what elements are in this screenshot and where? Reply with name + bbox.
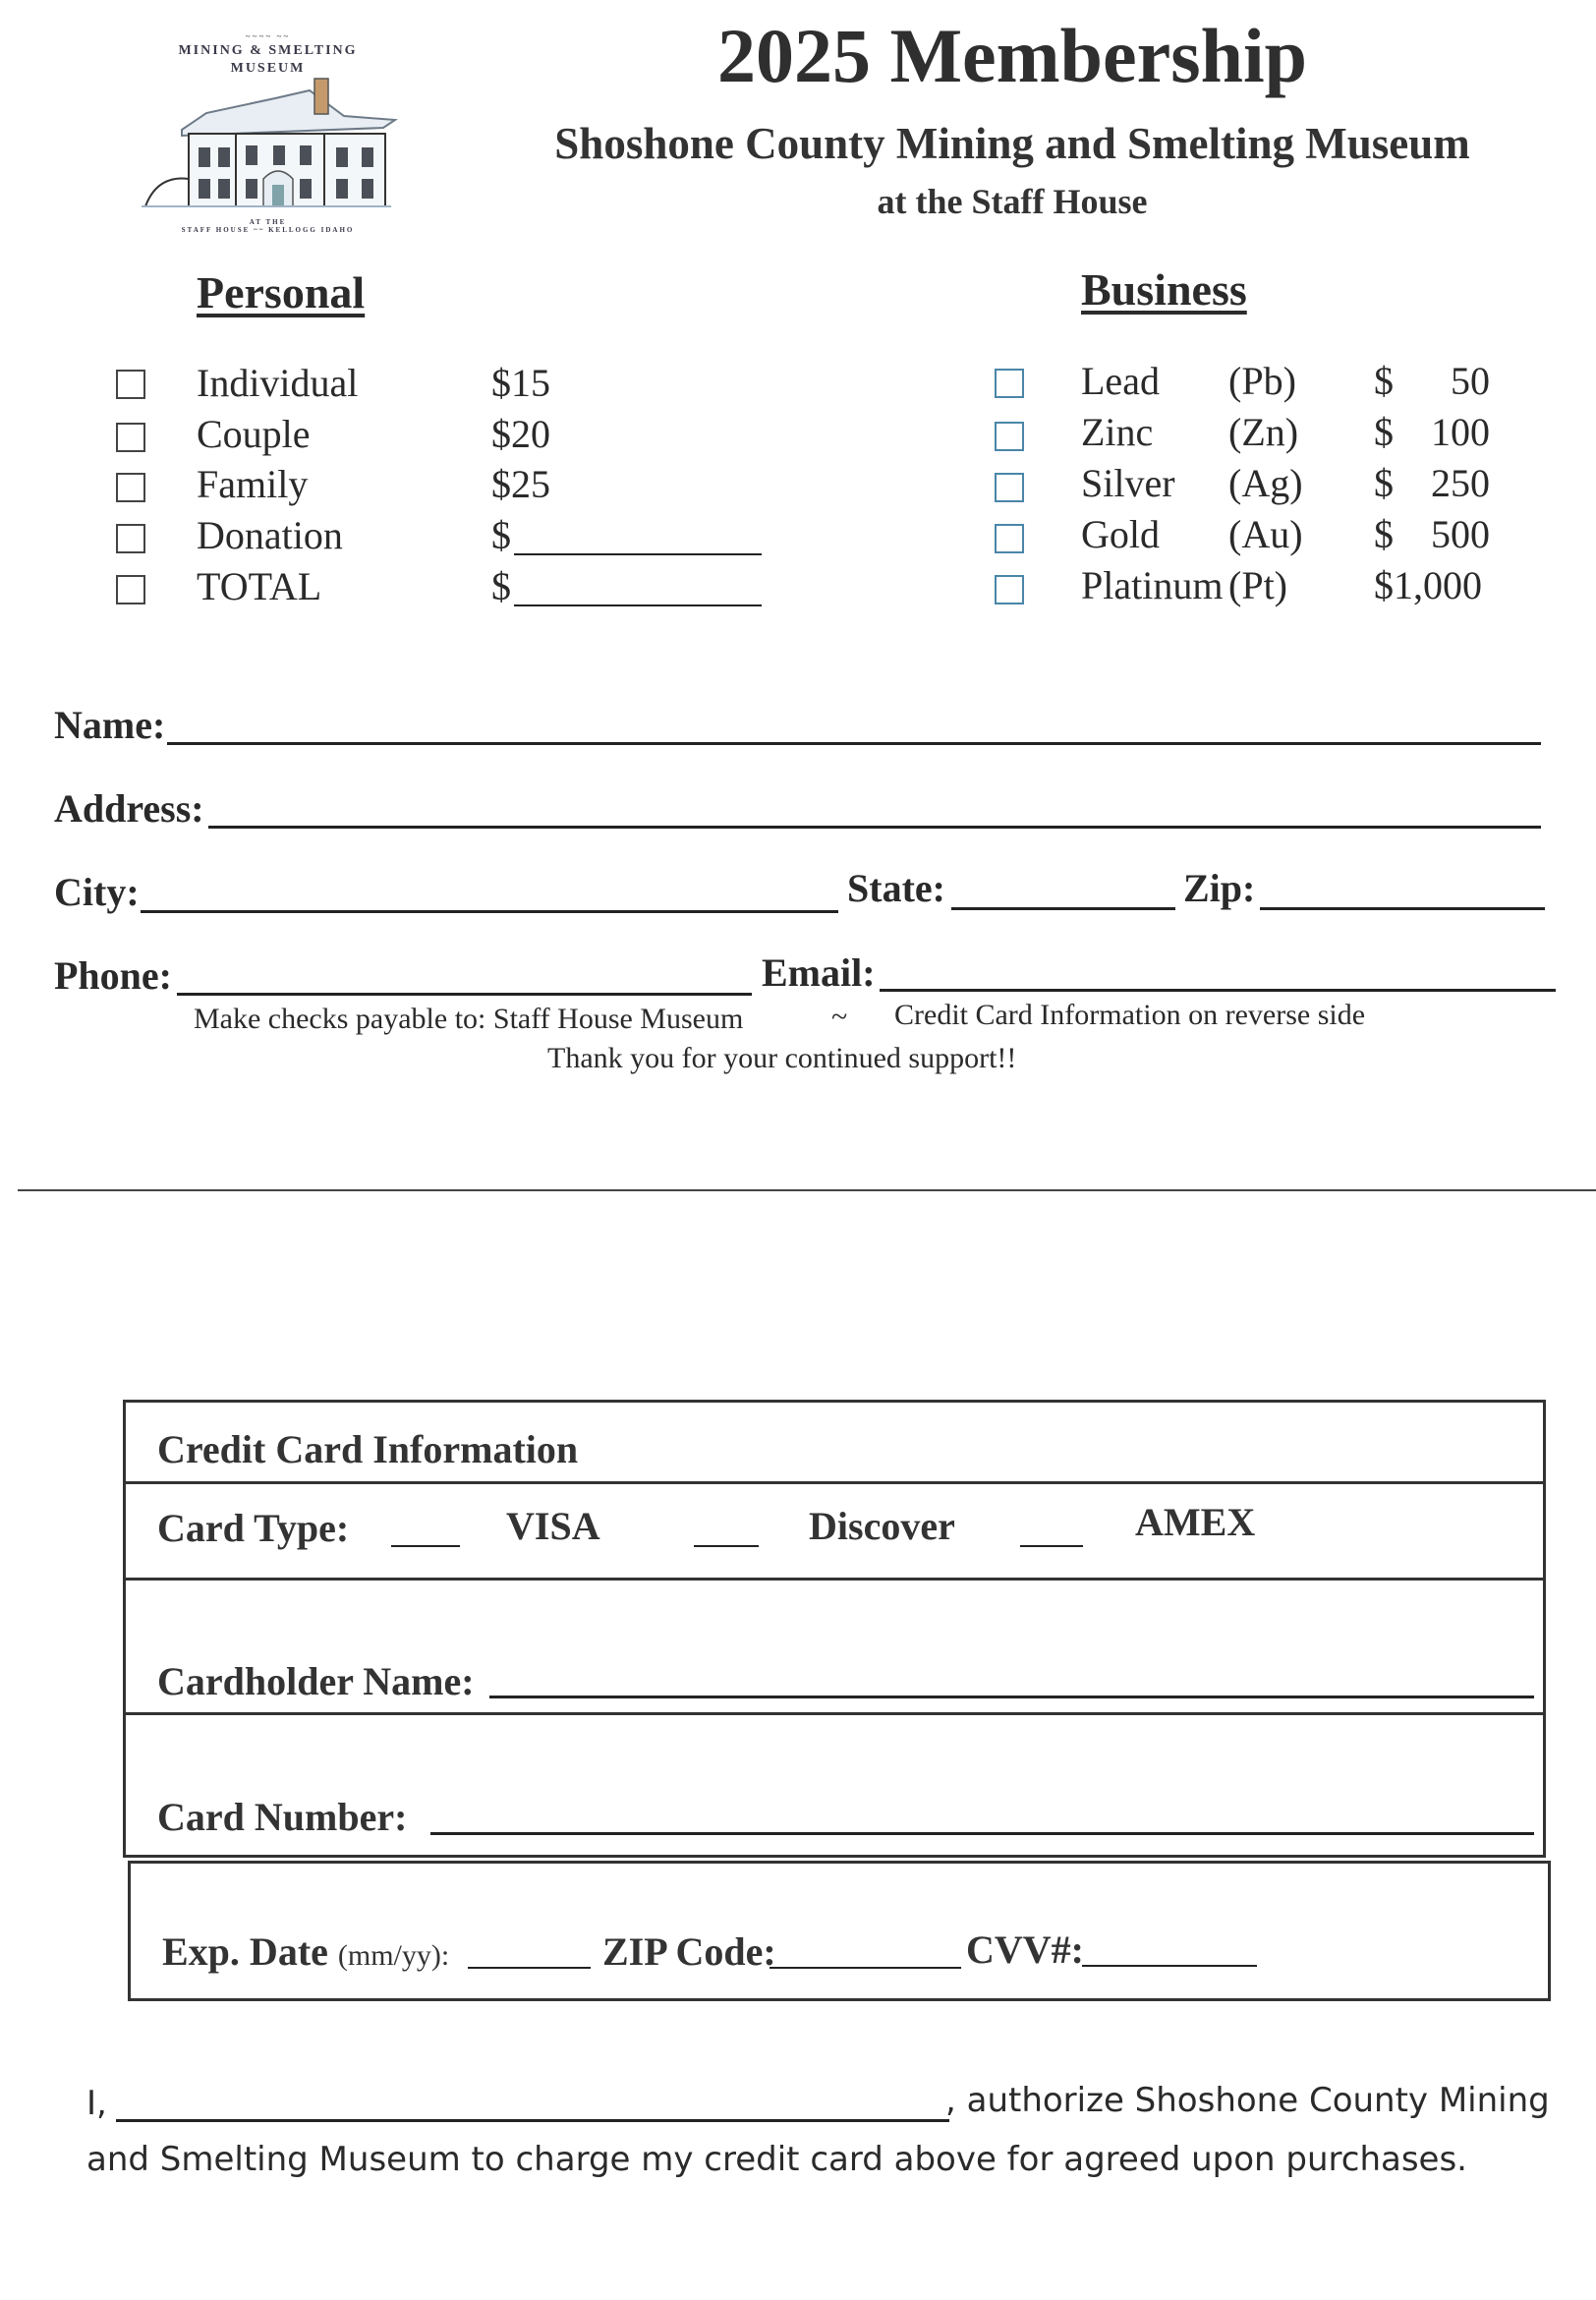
checks-payable-note: Make checks payable to: Staff House Museum (194, 1003, 744, 1035)
staff-house-building-icon (138, 69, 398, 216)
business-heading: Business (1081, 264, 1247, 315)
cc-row-divider (126, 1578, 1543, 1581)
page-divider (18, 1189, 1596, 1191)
card-number-label: Card Number: (157, 1795, 408, 1839)
address-label: Address: (54, 786, 204, 831)
business-row-platinum (0, 564, 1596, 607)
silver-amount: 250 (1431, 461, 1490, 505)
individual-price: $15 (491, 361, 550, 405)
cvv-label: CVV#: (966, 1927, 1084, 1972)
zinc-label: Zinc (1081, 410, 1154, 454)
authorization-name-field[interactable] (116, 2119, 949, 2122)
amex-option: AMEX (1135, 1500, 1256, 1544)
lead-symbol: (Pb) (1228, 359, 1296, 403)
business-row-lead (0, 360, 1596, 403)
family-price: $25 (491, 462, 550, 506)
authorization-prefix: I, (86, 2084, 107, 2123)
cardholder-name-label: Cardholder Name: (157, 1659, 475, 1703)
exp-date-label (162, 1929, 450, 1974)
gold-amount: 500 (1431, 512, 1490, 556)
gold-checkbox[interactable] (995, 524, 1024, 553)
discover-option: Discover (809, 1504, 955, 1548)
zinc-symbol: (Zn) (1228, 410, 1299, 454)
note-separator: ~ (831, 1001, 848, 1033)
authorization-line2: and Smelting Museum to charge my credit card above for agreed upon purchases. (86, 2140, 1467, 2179)
thank-you-note: Thank you for your continued support!! (547, 1042, 1017, 1074)
business-row-gold (0, 513, 1596, 556)
platinum-checkbox[interactable] (995, 575, 1024, 604)
amex-select-blank[interactable] (1020, 1545, 1083, 1547)
zinc-amount: 100 (1431, 410, 1490, 454)
exp-date-text: Exp. Date (162, 1929, 328, 1974)
gold-symbol: (Au) (1228, 512, 1303, 556)
business-row-zinc (0, 411, 1596, 454)
page-title: 2025 Membership (716, 13, 1308, 98)
page-subtitle: Shoshone County Mining and Smelting Museum (554, 119, 1470, 168)
cardholder-name-field[interactable] (489, 1696, 1534, 1698)
name-field[interactable] (167, 742, 1541, 745)
zip-code-field[interactable] (770, 1967, 961, 1969)
lead-currency: $ (1374, 359, 1394, 403)
platinum-symbol: (Pt) (1228, 563, 1287, 607)
lead-amount: 50 (1451, 359, 1490, 403)
authorization-line1: , authorize Shoshone County Mining (945, 2081, 1550, 2120)
card-type-label: Card Type: (157, 1506, 350, 1550)
zinc-currency: $ (1374, 410, 1394, 454)
visa-option: VISA (506, 1504, 600, 1548)
city-label: City: (54, 870, 140, 914)
platinum-price: $1,000 (1374, 563, 1482, 607)
reverse-side-note: Credit Card Information on reverse side (894, 999, 1366, 1031)
individual-label: Individual (197, 361, 359, 405)
donation-currency: $ (491, 513, 511, 557)
silver-checkbox[interactable] (995, 473, 1024, 502)
donation-label: Donation (197, 513, 343, 557)
total-currency: $ (491, 564, 511, 608)
email-field[interactable] (880, 989, 1556, 992)
cvv-field[interactable] (1082, 1965, 1257, 1967)
zinc-checkbox[interactable] (995, 422, 1024, 451)
address-field[interactable] (208, 826, 1541, 829)
card-number-field[interactable] (430, 1832, 1534, 1835)
cc-row-divider (126, 1481, 1543, 1484)
personal-heading: Personal (197, 267, 366, 317)
couple-price: $20 (491, 412, 550, 456)
silver-label: Silver (1081, 461, 1175, 505)
name-label: Name: (54, 703, 166, 747)
exp-date-field[interactable] (468, 1967, 591, 1969)
state-field[interactable] (951, 907, 1175, 910)
museum-logo (138, 29, 398, 234)
cc-row-divider (126, 1712, 1543, 1715)
silver-currency: $ (1374, 461, 1394, 505)
lead-checkbox[interactable] (995, 369, 1024, 398)
state-label: State: (847, 866, 945, 910)
email-label: Email: (762, 950, 876, 995)
logo-bottom-text2: STAFF HOUSE ~~ KELLOGG IDAHO (181, 226, 355, 234)
total-label: TOTAL (197, 564, 322, 608)
discover-select-blank[interactable] (694, 1545, 759, 1547)
couple-label: Couple (197, 412, 311, 456)
gold-label: Gold (1081, 512, 1160, 556)
credit-card-heading: Credit Card Information (157, 1427, 579, 1471)
logo-top-text: ~~~~ ~~ (245, 31, 291, 41)
logo-name-line2: MUSEUM (230, 61, 306, 76)
expiry-box (128, 1861, 1551, 2001)
gold-currency: $ (1374, 512, 1394, 556)
exp-date-format: (mm/yy): (337, 1939, 450, 1972)
zip-code-label: ZIP Code: (602, 1929, 776, 1974)
phone-field[interactable] (177, 993, 752, 996)
silver-symbol: (Ag) (1228, 461, 1303, 505)
credit-card-box (123, 1400, 1546, 1858)
city-field[interactable] (141, 910, 838, 913)
zip-label: Zip: (1183, 866, 1256, 910)
page-subtitle-location: at the Staff House (877, 182, 1148, 221)
logo-name-line1: MINING & SMELTING (178, 43, 358, 58)
logo-bottom-text1: AT THE (249, 218, 287, 226)
lead-label: Lead (1081, 359, 1160, 403)
zip-field[interactable] (1260, 907, 1545, 910)
business-row-silver (0, 462, 1596, 505)
visa-select-blank[interactable] (391, 1545, 460, 1547)
phone-label: Phone: (54, 953, 172, 998)
platinum-label: Platinum (1081, 563, 1224, 607)
family-label: Family (197, 462, 309, 506)
